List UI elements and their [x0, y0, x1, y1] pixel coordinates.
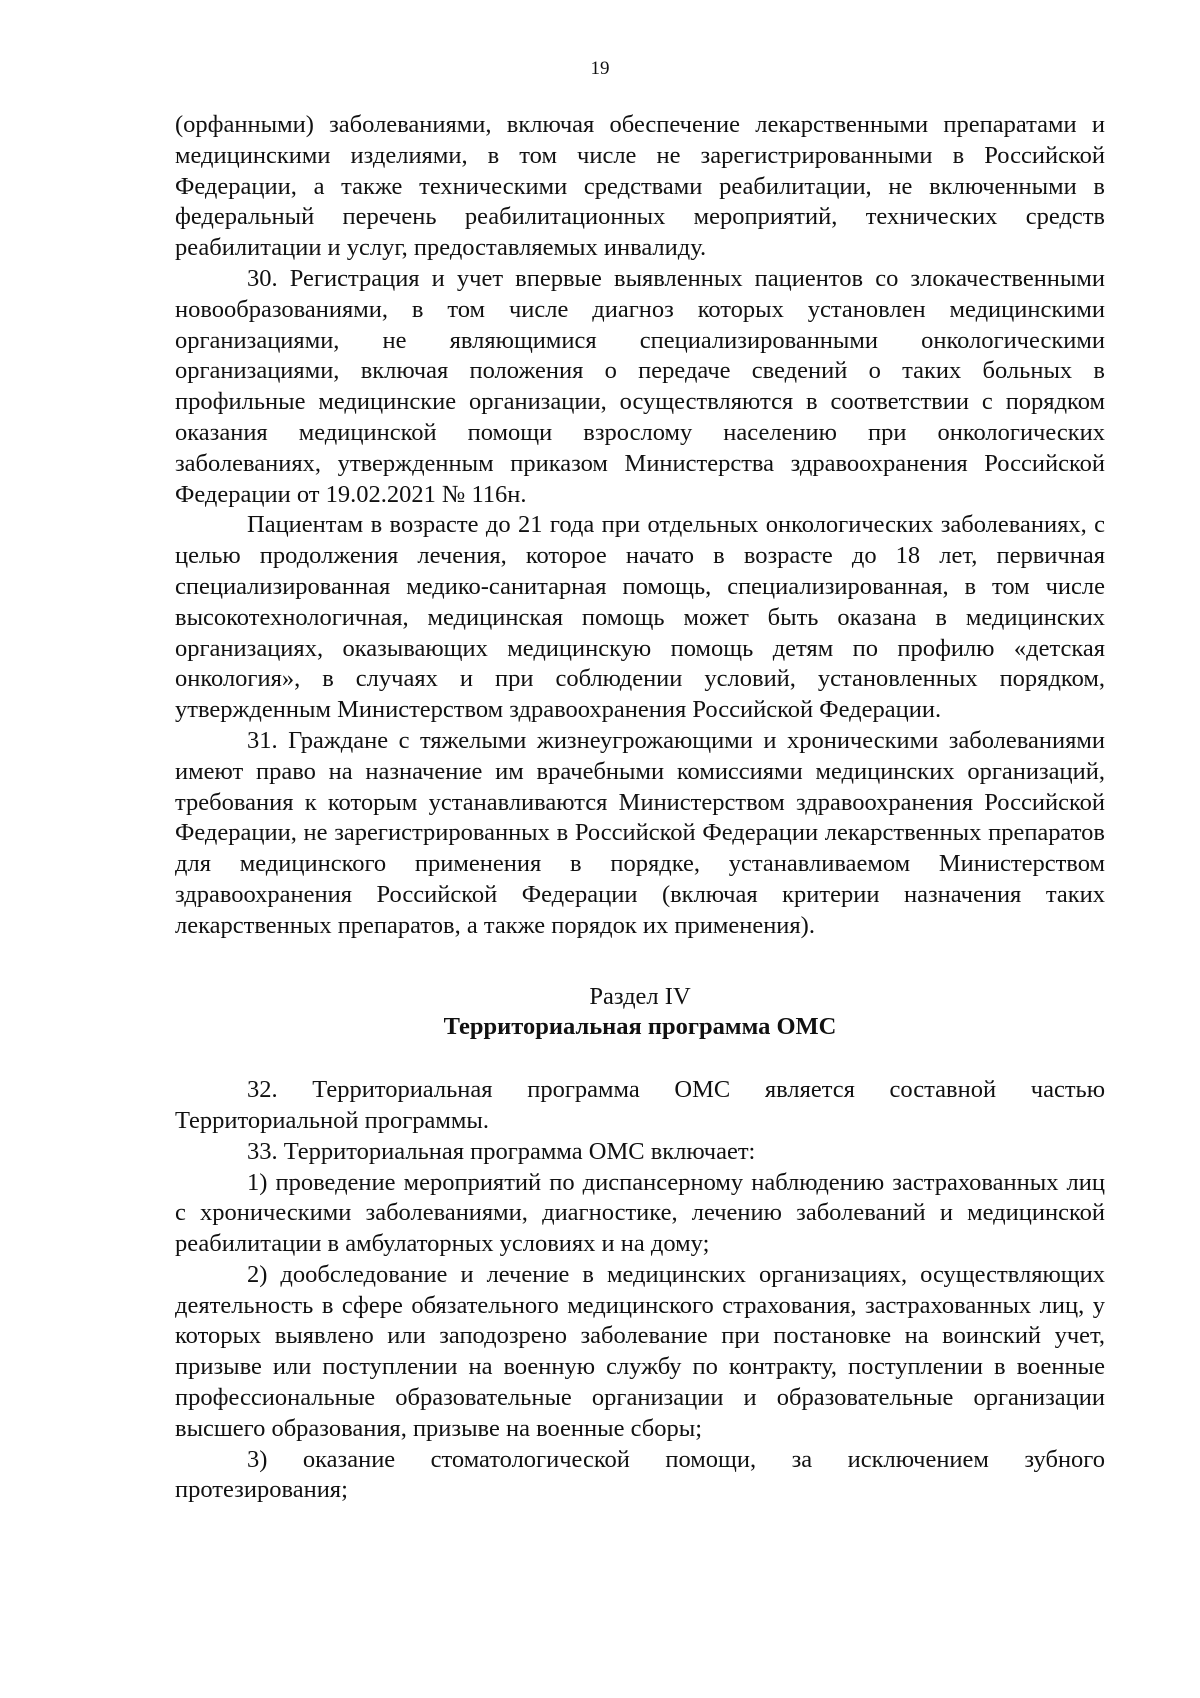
page-number: 19 — [590, 58, 610, 79]
section-number: Раздел IV — [589, 982, 691, 1010]
paragraph-item-33: 33. Территориальная программа ОМС включает: — [247, 1137, 756, 1165]
paragraph-item-32: 32. Территориальная программа ОМС является составной частью Территориальной программы. — [175, 1076, 1105, 1134]
paragraph-continuation: (орфанными) заболеваниями, включая обеспечение лекарственными препаратами и медицинскими изделиями, в том числе не зарегистрированными в Российской Федерации, а также техническими средствами реабилитации, не включенными в федеральный перечень реабилитационных мероприятий, технических средств реабилитации и услуг, предоставляемых инвалиду. — [175, 111, 1105, 262]
section-heading — [175, 982, 1105, 1044]
paragraph-item-30: 30. Регистрация и учет впервые выявленных пациентов со злокачественными новообразованиями, в том числе диагноз которых установлен медицинскими организациями, не являющимися специализированными онкологическими организациями, включая положения о передаче сведений о таких больных в профильные медицинские организации, осуществляются в соответствии с порядком оказания медицинской помощи взрослому населению при онкологических заболеваниях, утвержденным приказом Министерства здравоохранения Российской Федерации от 19.02.2021 № 116н. — [175, 264, 1105, 508]
section-title: Территориальная программа ОМС — [443, 1013, 837, 1041]
document-body — [175, 110, 1105, 1506]
list-item-2: 2) дообследование и лечение в медицинских организациях, осуществляющих деятельность в сфере обязательного медицинского страхования, застрахованных лиц, у которых выявлено или заподозрено заболевание при постановке на воинский учет, призыве или поступлении на военную службу по контракту, поступлении в военные профессиональные образовательные организации и образовательные организации высшего образования, призыве на военные сборы; — [175, 1260, 1105, 1442]
paragraph-patients-under-21: Пациентам в возрасте до 21 года при отдельных онкологических заболеваниях, с целью продолжения лечения, которое начато в возрасте до 18 лет, первичная специализированная медико-санитарная помощь, специализированная, в том числе высокотехнологичная, медицинская помощь может быть оказана в медицинских организациях, оказывающих медицинскую помощь детям по профилю «детская онкология», в случаях и при соблюдении условий, установленных порядком, утвержденным Министерством здравоохранения Российской Федерации. — [175, 511, 1105, 724]
list-item-1: 1) проведение мероприятий по диспансерному наблюдению застрахованных лиц с хроническими заболеваниями, диагностике, лечению заболеваний и медицинской реабилитации в амбулаторных условиях и на дому; — [175, 1168, 1105, 1258]
list-item-3: 3) оказание стоматологической помощи, за исключением зубного протезирования; — [175, 1445, 1105, 1504]
paragraph-item-31: 31. Граждане с тяжелыми жизнеугрожающими и хроническими заболеваниями имеют право на назначение им врачебными комиссиями медицинских организаций, требования к которым устанавливаются Министерством здравоохранения Российской Федерации, не зарегистрированных в Российской Федерации лекарственных препаратов для медицинского применения в порядке, устанавливаемом Министерством здравоохранения Российской Федерации (включая критерии назначения таких лекарственных препаратов, а также порядок их применения). — [175, 726, 1105, 939]
